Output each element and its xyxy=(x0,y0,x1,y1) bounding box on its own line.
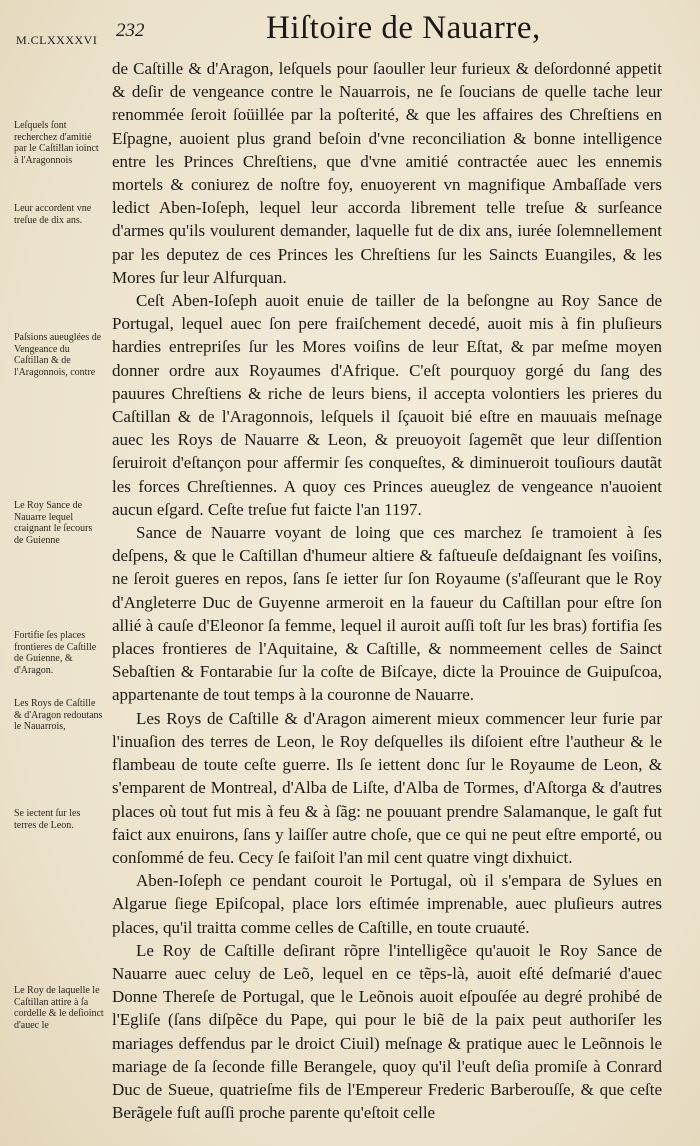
margin-note: Le Roy de laquelle le Caſtillan attire à ſa cordelle & le deſioinct d'auec le xyxy=(14,985,104,1031)
margin-note: Leur accordent vne treſue de dix ans. xyxy=(14,203,92,226)
paragraph: Aben-Ioſeph ce pendant couroit le Portugal, où il s'empara de Sylues en Algarue ſiege Epiſcopal, place lors eſtimée imprenable, auec pluſieurs autres places, qu'il traitta comme celles de Caſtille, en toute cruauté. xyxy=(112,871,662,937)
paragraph: de Caſtille & d'Aragon, leſquels pour ſaouller leur furieux & deſordonné appetit & deſir de vengeance contre le Nauarrois, ne ſe ſoucians de quelle tache leur renommée ſeroit ſoüillée par la poſterité, & que les affaires des Chreſtiens en Eſpagne, auoient plus grand beſoin d'vne reconciliation & bonne intelligence entre les Princes Chreſtiens, que d'vne amitié contractée auec les ennemis mortels & coniurez de noſtre foy, enuoyerent vn magnifique Ambaſſade vers ledict Aben-Ioſeph, lequel leur accorda librement telle treſue & surſeance d'armes qu'ils voulurent demander, laquelle fut de dix ans, iurée ſolemnellement par les deputez de ces Princes les Chreſtiens ſur les Saincts Euangiles, & les Mores ſur leur Alfurquan. xyxy=(112,59,662,287)
page-number: 232 xyxy=(116,20,145,41)
paragraph: Le Roy de Caſtille deſirant rõpre l'intelligẽce qu'auoit le Roy Sance de Nauarre auec celuy de Leõ, lequel en ce tẽps-là, auoit eſté deſmarié d'auec Donne Thereſe de Portugal, que le Leõnois auoit eſpouſée au degré prohibé de l'Egliſe (ſans diſpẽce du Pape, qui pour le biẽ de la paix peut authoriſer les mariages deffendus par le droict Ciuil) meſnage & pratique auec le Leõnnois le mariage de ſa ſeconde fille Berangele, quoy qu'il l'euſt deſia promiſe à Conrard Duc de Sueue, quatrieſme fils de l'Empereur Frederic Barberouſſe, & que ceſte Berãgele fuſt auſſi proche parente qu'eſtoit celle xyxy=(112,940,662,1123)
paragraph: Ceſt Aben-Ioſeph auoit enuie de tailler de la beſongne au Roy Sance de Portugal, lequel auec ſon pere fraiſchement decedé, auoit mis à fin pluſieurs hardies entrepriſes ſur les Mores voiſins de leur Eſtat, & par meſme moyen donner ordre aux Royaumes d'Afrique. C'eſt pourquoy gorgé du ſang des pauures Chreſtiens & riche de leurs biens, il accepta volontiers les prieres du Caſtillan & de l'Aragonnois, leſquels il ſçauoit bié eſtre en mauuais meſnage auec les Roys de Nauarre & Leon, & preuoyoit ſagemẽt que leur diſſention ſeruiroit d'eſtançon pour affermir ſes conqueſtes, & diminueroit touſiours dautãt les forces Chreſtiennes. A quoy ces Princes aueuglez de vengeance n'auoient aucun eſgard. Ceſte treſue fut faicte l'an 1197. xyxy=(112,291,662,519)
page-title: Hiſtoire de Nauarre, xyxy=(266,10,541,46)
main-text xyxy=(112,57,662,1124)
margin-note: Paſsions aueuglées de Vengeance du Caſtillan & de l'Aragonnois, contre xyxy=(14,332,102,378)
year-label: M.CLXXXXVI xyxy=(16,33,98,47)
margin-note: Leſquels ſont recherchez d'amitié par le Caſtillan ioinct à l'Aragonnois xyxy=(14,120,99,166)
paragraph: Sance de Nauarre voyant de loing que ces marchez ſe tramoient à ſes deſpens, & que le Caſtillan d'humeur altiere & faſtueuſe deſdaignant ſes voiſins, ne ſeroit gueres en repos, ſans ſe ietter ſur ſon Royaume (s'aſſeurant que le Roy d'Angleterre Duc de Guyenne armeroit en la faueur du Caſtillan pour eſtre ſon allié à cauſe d'Eleonor ſa femme, lequel il auroit auſſi toſt ſur les bras) fortifia ſes places frontieres de l'Aquitaine, & Caſtille, & nommeement celles de Sainct Sebaſtien & Fontarabie ſur la coſte de Biſcaye, dicte la Prouince de Guipuſcoa, appartenante de tout temps à la couronne de Nauarre. xyxy=(112,523,662,705)
paragraph: Les Roys de Caſtille & d'Aragon aimerent mieux commencer leur furie par l'inuaſion des terres de Leon, le Roy deſquelles ils diſoient eſtre l'autheur & le flambeau de toute ceſte guerre. Ils ſe iettent donc ſur le Royaume de Leon, & s'emparent de Montreal, d'Alba de Liſte, d'Alba de Tormes, d'Aſtorga & d'autres places où tout fut mis à feu & à ſãg: ne pouuant prendre Salamanque, le gaſt fut faict aux enuirons, ſans y laiſſer autre choſe, que ce qui ne peut eſtre emporté, ou conſommé de feu. Cecy ſe faiſoit l'an mil cent quatre vingt dixhuict. xyxy=(112,708,662,867)
margin-note: Le Roy Sance de Nauarre lequel craignant le ſecours de Guienne xyxy=(14,500,93,546)
margin-note: Les Roys de Caſtille & d'Aragon redoutans le Nauarrois, xyxy=(14,698,103,732)
margin-note: Se iectent ſur les terres de Leon. xyxy=(14,808,81,831)
margin-note: Fortifie ſes places frontieres de Caſtille de Guienne, & d'Aragon. xyxy=(14,630,97,676)
